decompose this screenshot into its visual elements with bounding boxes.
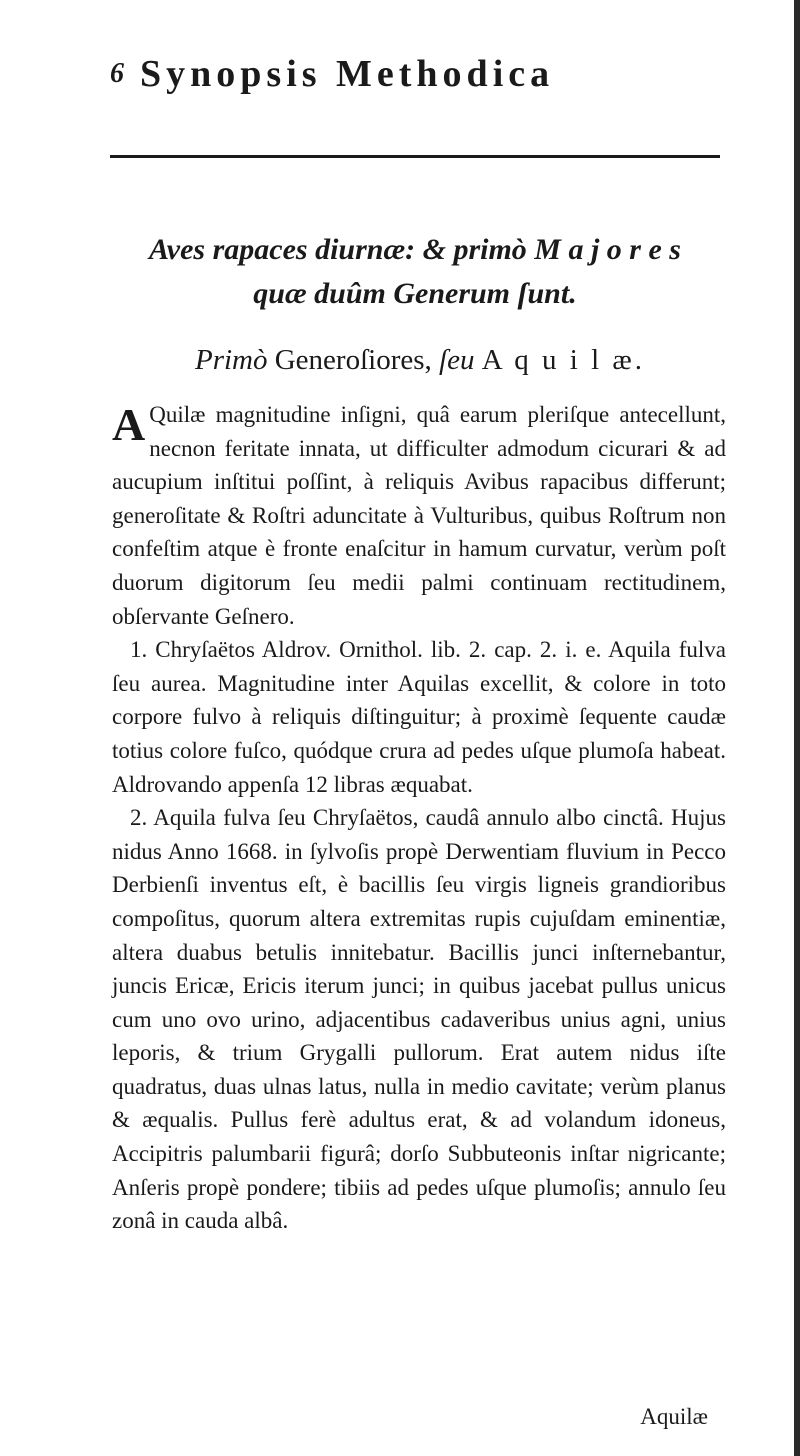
entry-1: 1. Chryſaëtos Aldrov. Ornithol. lib. 2. cap. 2. i. e. Aquila fulva ſeu aurea. Magnitudine inter Aquilas excellit, & colore in toto corpore fulvo à reliquis diſtinguitur; à proximè ſequente caudæ totius colore fuſco, quódque crura ad pedes uſque plumoſa habeat. Aldrovando appenſa 12 libras æquabat.: [112, 637, 726, 797]
drop-cap: A: [112, 399, 146, 450]
running-title: Synopsis Methodica: [140, 53, 555, 95]
intro-paragraph: [112, 398, 726, 633]
entry-2: 2. Aquila fulva ſeu Chryſaëtos, caudâ annulo albo cinctâ. Hujus nidus Anno 1668. in ſylvoſis propè Derwentiam fluvium in Pecco Derbienſi inventus eſt, è bacillis ſeu virgis ligneis grandioribus compoſitus, quorum altera extremitas rupis cujuſdam eminentiæ, altera duabus betulis innitebatur. Bacillis junci inſternebantur, juncis Ericæ, Ericis iterum junci; in quibus jacebat pullus unicus cum uno ovo urino, adjacentibus cadaveribus unius agni, unius leporis, & trium Grygalli pullorum. Erat autem nidus iſte quadratus, duas ulnas latus, nulla in medio cavitate; verùm planus & æqualis. Pullus ferè adultus erat, & ad volandum idoneus, Accipitris palumbarii figurâ; dorſo Subbuteonis inſtar nigricante; Anſeris propè pondere; tibiis ad pedes uſque plumoſis; annulo ſeu zonâ in cauda albâ.: [112, 805, 726, 1234]
sub-heading: [140, 340, 700, 380]
section-heading: [115, 228, 715, 316]
intro-text: Quilæ magnitudine inſigni, quâ earum pleriſque antecellunt, necnon feritate innata, ut difficulter admodum cicurari & ad aucupium inſtitui poſſint, à reliquis Avibus rapacibus differunt; generoſitate & Roſtri aduncitate à Vulturibus, quibus Roſtrum non confeſtim atque è fronte enaſcitur in hamum curvatur, verùm poſt duorum digitorum ſeu medii palmi continuam rectitudinem, obſervante Geſnero.: [112, 402, 726, 629]
section-heading-line1: Aves rapaces diurnæ: & primò M a j o r e s: [149, 233, 681, 266]
header-rule: [110, 155, 720, 158]
catchword: Aquilæ: [640, 1404, 708, 1429]
sub-heading-text: Generoſiores,: [274, 344, 440, 376]
body-text: [112, 398, 726, 1238]
page-header: [110, 48, 710, 108]
section-heading-line2: quæ duûm Generum ſunt.: [253, 277, 577, 310]
sub-heading-seu: ſeu: [439, 344, 475, 376]
sub-heading-aquilae: A q u i l æ.: [481, 344, 646, 376]
sub-heading-primo: Primò: [194, 344, 268, 376]
page-number: 6: [110, 58, 124, 89]
page-edge: [794, 0, 800, 1456]
